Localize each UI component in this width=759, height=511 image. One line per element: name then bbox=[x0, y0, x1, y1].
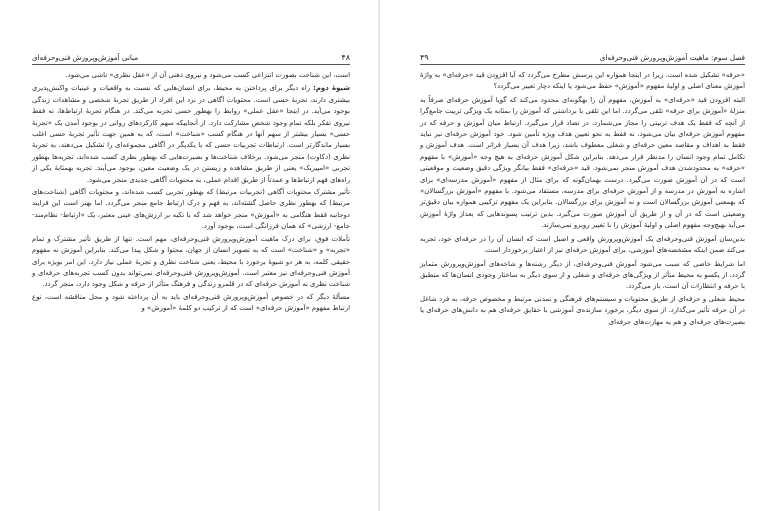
right-page-body bbox=[420, 70, 745, 329]
paragraph: محیط شغلی و حرفه‌ای از طریق محتویات و سیستم‌های فرهنگی و تمدنی مرتبط و مخصوص حرفه، به فرد شاغل در آن حرفه تأثیر می‌گذارد. از سوی دیگر، برخورد سازنده‌ی آموزشی با حقایق حرفه‌ای هم به دانش‌های حرفه‌ای یا بصیرت‌های حرفه‌ای و هم به مهارت‌های حرفه‌ای bbox=[420, 294, 745, 326]
left-page-header bbox=[32, 48, 350, 62]
paragraph: اما شرایط خاصی که سبب می‌شود آموزش فنی‌وحرفه‌ای، از دیگر رشته‌ها و شاخه‌های آموزش‌وپرورش متمایز گردد، از یکسو به محیط متأثر از ویژگی‌های حرفه‌ای و شغلی و از سوی دیگر به ساختار وجودی انسان‌ها که منطبق با حرفه و انتظارات آن است، باز می‌گردد. bbox=[420, 259, 745, 291]
right-running-title: فصل سوم: ماهیت آموزش‌وپرورش فنی‌وحرفه‌ای bbox=[599, 53, 745, 62]
paragraph: البته افزودن قید «حرفه‌ای» به آموزش، مفهوم آن را بهگونه‌ای محدود می‌کند که گویا آموزش حرفه‌ای صرفاً به منزلهٔ «آموزش برای حرفه» تلقی می‌گردد. اما این تلقی با برداشتی که آموزش را بمثابه یک ویژگی تربیت جامع‌گرا از آنچه که فقط یک هدف تربیتی را مجاز می‌شمارد، در تضاد قرار می‌گیرد. ارتباط میان آموزش و حرفه که در مفهوم آموزش حرفه‌ای بیان می‌شود، نه فقط به نحو تعیین هدف ویژه تأمین شود. خود آموزش حرفه‌ای نیز نباید فقط به اهداف و مقاصد معین حرفه‌ای و شغلی معطوف باشد، زیرا هدف آن بسیار فراتر است. هدف آموزش و تکامل تمام وجود انسان را مدنظر قرار می‌دهد. بنابراین شکل آموزش حرفه‌ای به هیچ وجه «آموزش» با مفهوم «حرفه» به محدودشدن هدف آموزش منجر نمی‌شود. قید «حرفه‌ای» فقط بیانگر ویژگی دقیق وضعیت و موقعیتی است که در آن آموزش صورت می‌گیرد. درست بهمان‌گونه که برای مثال از مفهوم «آموزش مدرسه‌ای» برای اشاره به آموزش در مدرسه و از آموزش حرفه‌ای برای مدرسه، مستفاد می‌شود. با مفهوم «آموزش بزرگسالان» که بهمعنی آموزش بزرگسالان است و نه آموزش برای بزرگسالان. بنابراین یک مفهوم ترکیبی همواره بیان دقیق‌تر وضعیتی است که در آن و از طریق آن آموزش صورت می‌گیرد. بدین ترتیب پسوندهایی که بعداز واژهٔ آموزش می‌آید بهیچ‌وجه مفهوم اصلی و اولیهٔ آموزش را با تغییر رو‌برو نمی‌سازند. bbox=[420, 95, 745, 230]
paragraph: تأملات فوق، برای درک ماهیت آموزش‌وپرورش فنی‌وحرفه‌ای، مهم است. تنها از طریق تأثیر مشترک و تمام «تجربه» و «شناخت» است که به تصویر انسان از جهان، محتوا و شکل پیدا می‌کند. بنابراین آموزش نه مفهوم حقیقی کلمه، به هر دو شیوهٔ برخورد با محیط، یعنی شناخت نظری و تجربهٔ عملی نیاز دارد. این امر بویژه برای آموزش فنی‌وحرفه‌ای نیز معتبر است. آموزش‌وپرورش فنی‌وحرفه‌ای نمی‌تواند بدون کسب تجربه‌های حرفه‌ای و شناخت نظری به آموزش حرفه‌ای که در قلمرو زندگی و فرهنگ متأثر از حرفه و شکل وجود دارد، منجر گردد. bbox=[32, 234, 350, 289]
paragraph: بدین‌سان آموزش فنی‌وحرفه‌ای یک آموزش‌وپرورش واقعی و اصیل است که انسان آن را در حرفه‌ای خود، تجربه می‌کند ضمن اینکه مشخصه‌های آموزشی، برای آموزش حرفه‌ای نیز از اعتبار برخوردار است. bbox=[420, 234, 745, 255]
paragraph: است، این شناخت بصورت انتزاعی کسب می‌شود و نیروی ذهنی آن از «عقل نظری» ناشی می‌شود. bbox=[65, 71, 350, 79]
paragraph: «حرفه» تشکیل شده است. زیرا در اینجا همواره این پرسش مطرح می‌گردد که آیا افزودن قید «حرفه‌ای» به واژهٔ آموزش معنای اصلی و اولیهٔ مفهوم «آموزش» حفظ می‌شود یا اینکه دچار تغییر می‌گردد؟ bbox=[420, 71, 745, 91]
right-page-header bbox=[420, 48, 745, 62]
left-page-body bbox=[32, 70, 350, 316]
paragraph: مسألهٔ دیگر که در خصوص آموزش‌وپرورش فنی‌وحرفه‌ای باید به آن پرداخته شود و محل مناقشه است، نوع ارتباط مفهوم «آموزش حرفه‌ای» است که از ترکیب دو کلمهٔ «آموزش» و bbox=[32, 292, 350, 313]
right-header-rule bbox=[420, 64, 745, 65]
left-running-title: مبانی آموزش‌وپرورش فنی‌وحرفه‌ای bbox=[32, 53, 139, 62]
paragraph: شیوهٔ دوم: راه دیگر برای پرداختن به محیط، برای انسان‌هایی که نسبت به واقعیات و عینیات واکنش‌پذیری بیشتری دارند، تجربهٔ حسی است. محتویات آگاهی در نزد این افراد از طریق تجربهٔ شخصی و مشاهدات زندگی بوجود می‌آید. در اینجا «عقل عملی» روابط را بهطور حسی تجربه می‌کند. در هنگام تجربهٔ ارتباط‌ها، نه فقط نیروی تفکر بلکه تمام وجود شخص مشارکت دارد. از آنجاییکه سهم کارکردهای روانی در بوجود آمدن یک «تجربهٔ حسی» بسیار بیشتر از سهم آنها در هنگام کسب «شناخت» است، که به همین جهت تأثیر تجربهٔ حسی اغلب بسیار ماندگارتر است. ارتباطات تجربیات حسی که با یکدیگر در آگاهی مجموعه‌ای را تشکیل می‌دهند، به تجربهٔ نظری (دکاوت) منجر می‌شود. برخلاف شناخت‌ها و بصیرت‌هایی که بهطور نظری کسب شده‌اند، تجربه‌ها بهطور تجربی «امپیریک» یعنی از طریق مشاهده و زیستن در یک وضعیت معین، بوجود می‌آیند. تجربه بهمثابهٔ یکی از راه‌های فهم ارتباط‌ها و عمدتاً از طریق اقدام عملی، به محتویات آگاهی جدیدی منجر می‌شود. bbox=[32, 84, 350, 184]
left-page-number: ۴۸ bbox=[341, 53, 350, 62]
right-page bbox=[380, 0, 759, 511]
paragraph-lead: شیوهٔ دوم: bbox=[313, 84, 350, 93]
right-page-number: ۴۹ bbox=[420, 53, 429, 62]
left-header-rule bbox=[32, 64, 350, 65]
paragraph: تأثیر مشترک محتویات آگاهی (تجربیات مرتبط) که بهطور تجربی کسب شده‌اند، و محتویات آگاهی (شناخت‌های مرتبط) که بهطور نظری حاصل گشته‌اند، به فهم و درک ارتباط جامع منجر می‌گردد. اما بهتر است این فرایند دوجانبه فقط هنگامی به «آموزش» منجر خواهد شد که با تکیه بر ارزش‌های عینی معتبر، یک «ارتباط- نظام‌مند- جامع- ارزشی» که همان فرزانگی است، بوجود آورد. bbox=[32, 188, 350, 231]
